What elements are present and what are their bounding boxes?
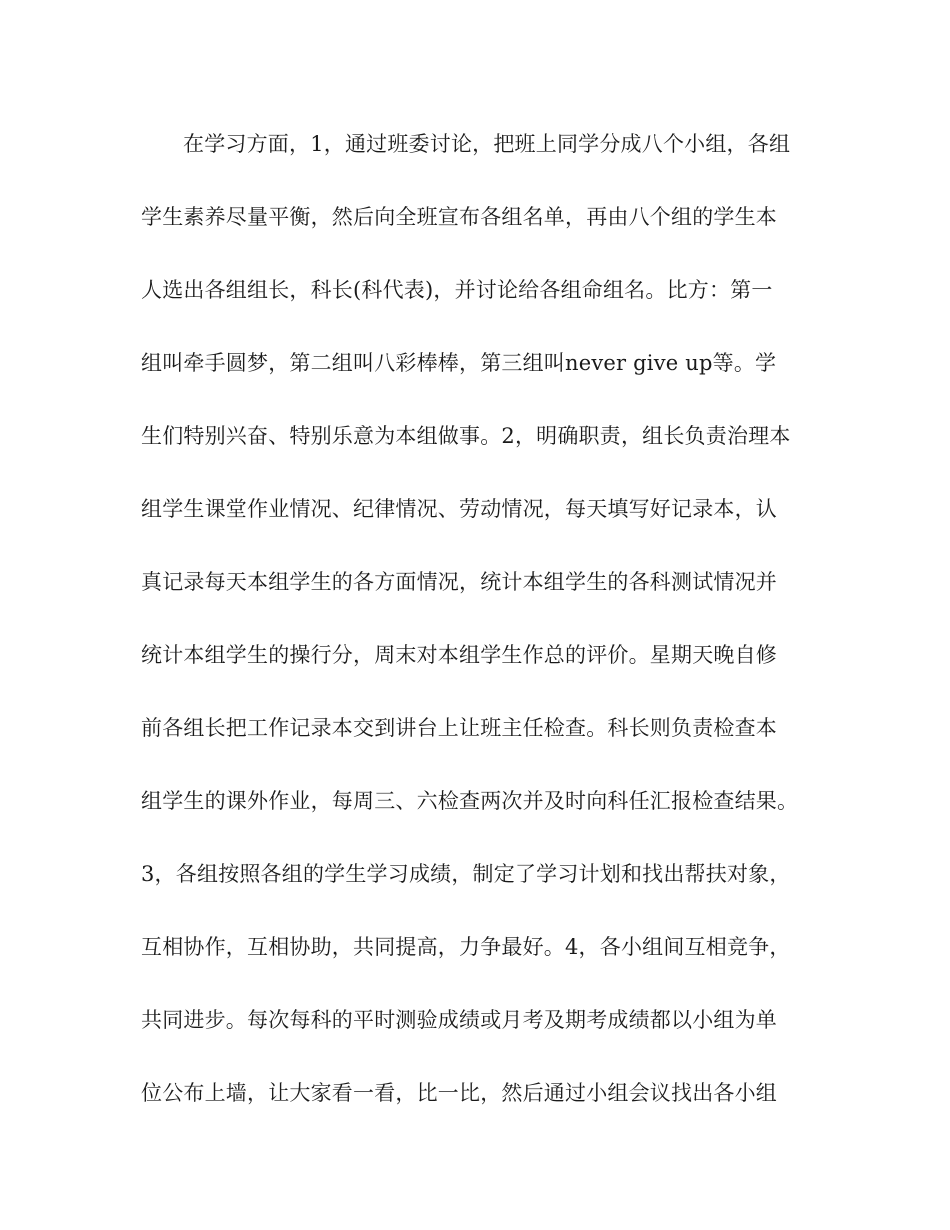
paragraph-line-10: 组学生的课外作业，每周三、六检查两次并及时向科任汇报检查结果。 (141, 789, 799, 813)
paragraph-line-13: 共同进步。每次每科的平时测验成绩或月考及期考成绩都以小组为单 (141, 1008, 777, 1032)
paragraph-line-6: 组学生课堂作业情况、纪律情况、劳动情况，每天填写好记录本，认 (141, 497, 777, 521)
paragraph-line-14: 位公布上墙，让大家看一看，比一比，然后通过小组会议找出各小组 (141, 1081, 777, 1105)
paragraph-line-7: 真记录每天本组学生的各方面情况，统计本组学生的各科测试情况并 (141, 570, 777, 594)
paragraph-line-9: 前各组长把工作记录本交到讲台上让班主任检查。科长则负责检查本 (141, 716, 777, 740)
paragraph-line-3: 人选出各组组长，科长(科代表)，并讨论给各组命组名。比方：第一 (141, 278, 773, 302)
paragraph-line-11: 3，各组按照各组的学生学习成绩，制定了学习计划和找出帮扶对象， (141, 862, 791, 886)
paragraph-line-5: 生们特别兴奋、特别乐意为本组做事。2，明确职责，组长负责治理本 (141, 424, 791, 448)
paragraph-line-4: 组叫牵手圆梦，第二组叫八彩棒棒，第三组叫never give up等。学 (141, 351, 777, 375)
paragraph-line-1: 在学习方面，1，通过班委讨论，把班上同学分成八个小组，各组 (183, 132, 791, 156)
paragraph-line-2: 学生素养尽量平衡，然后向全班宣布各组名单，再由八个组的学生本 (141, 205, 777, 229)
paragraph-line-8: 统计本组学生的操行分，周末对本组学生作总的评价。星期天晚自修 (141, 643, 777, 667)
paragraph-line-12: 互相协作，互相协助，共同提高，力争最好。4，各小组间互相竞争， (141, 935, 791, 959)
